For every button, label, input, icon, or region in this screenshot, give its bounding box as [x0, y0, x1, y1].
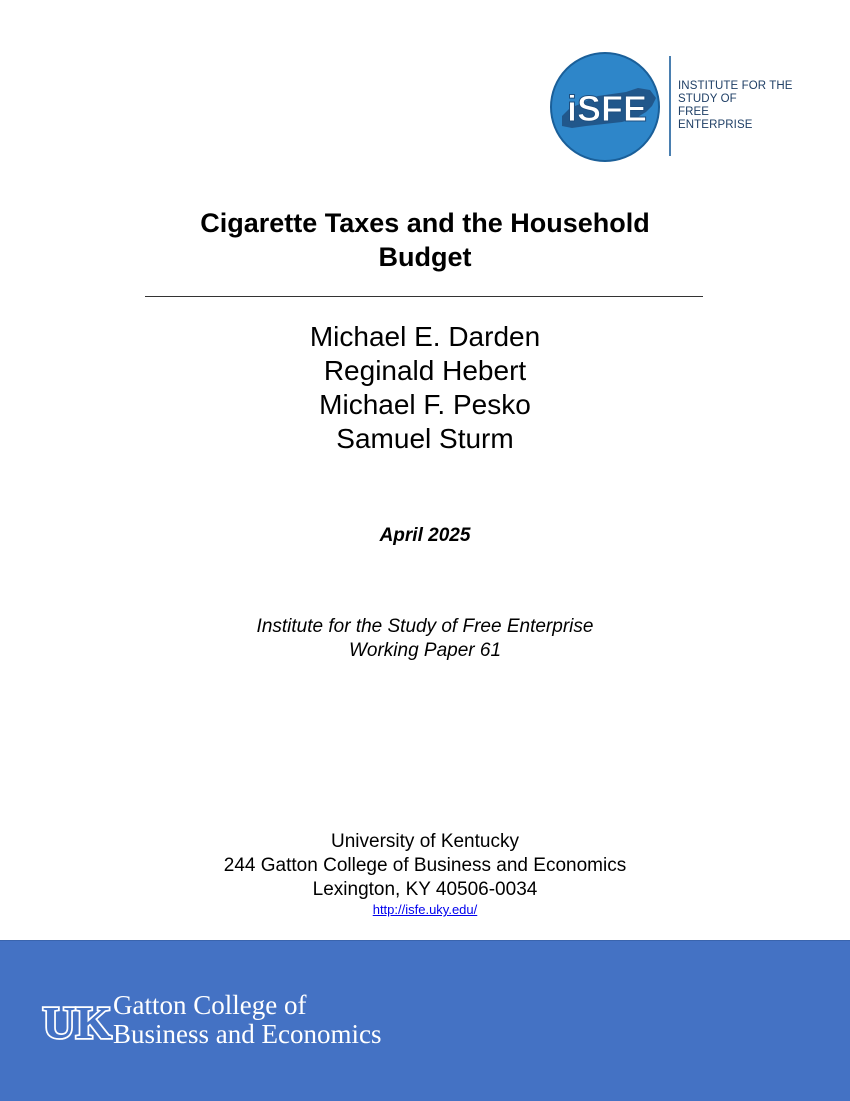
- paper-title-line: Cigarette Taxes and the Household: [200, 208, 650, 238]
- author-list: [100, 320, 750, 456]
- gatton-wordmark-line: Gatton College of: [113, 990, 307, 1020]
- isfe-logo: [548, 50, 808, 164]
- isfe-circle-emblem: [550, 52, 660, 162]
- gatton-wordmark-line: Business and Economics: [113, 1019, 382, 1049]
- isfe-wordmark-line: ENTERPRISE: [678, 119, 753, 131]
- gatton-footer-band: [0, 940, 850, 1101]
- paper-title: [100, 206, 750, 274]
- institution-address: [100, 830, 750, 918]
- uk-logo-icon: [42, 996, 112, 1048]
- isfe-wordmark-line: STUDY OF: [678, 93, 737, 105]
- author-name: Michael E. Darden: [309, 321, 541, 352]
- uk-logo-text: UK: [42, 997, 112, 1048]
- isfe-website-link[interactable]: http://isfe.uky.edu/: [372, 902, 478, 917]
- working-paper-series: [100, 615, 750, 663]
- city-address: Lexington, KY 40506-0034: [312, 879, 538, 900]
- street-address: 244 Gatton College of Business and Economics: [223, 855, 627, 876]
- gatton-college-wordmark: [113, 991, 381, 1049]
- publication-date: April 2025: [379, 525, 471, 546]
- isfe-wordmark-line: FREE: [678, 106, 710, 118]
- institute-name: Institute for the Study of Free Enterprise: [256, 616, 594, 637]
- author-name: Michael F. Pesko: [319, 389, 531, 420]
- isfe-divider: [669, 56, 671, 156]
- isfe-emblem-graphic: [552, 54, 662, 164]
- working-paper-number: Working Paper 61: [348, 640, 502, 661]
- isfe-wordmark: [678, 80, 808, 132]
- author-name: Samuel Sturm: [336, 423, 514, 454]
- isfe-wordmark-line: INSTITUTE FOR THE: [678, 80, 793, 92]
- paper-title-line: Budget: [378, 242, 472, 272]
- isfe-mark-text: iSFE: [566, 88, 648, 129]
- university-name: University of Kentucky: [331, 831, 519, 852]
- title-divider: [145, 296, 703, 297]
- author-name: Reginald Hebert: [323, 355, 527, 386]
